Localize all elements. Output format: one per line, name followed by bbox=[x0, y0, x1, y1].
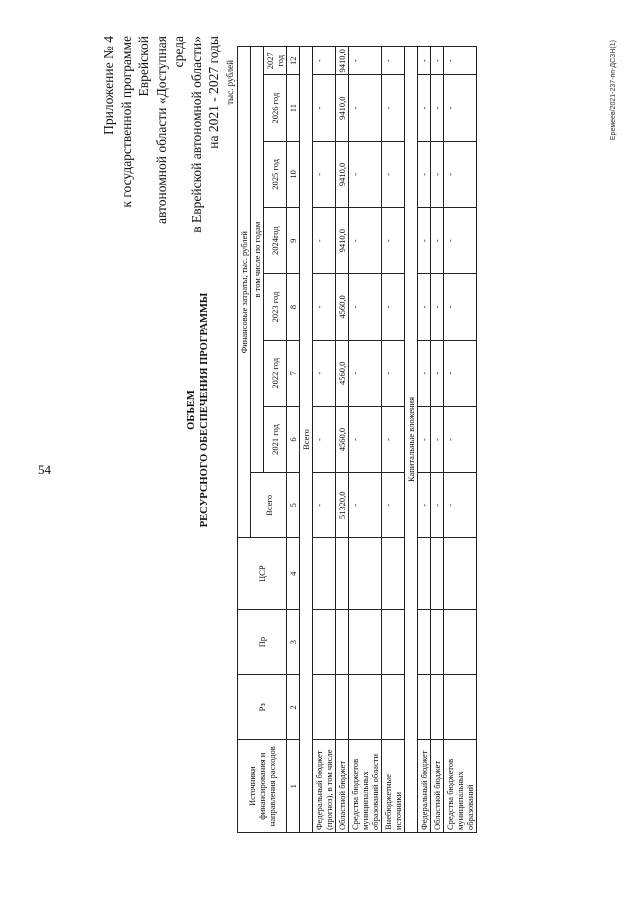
value-cell: - bbox=[431, 75, 444, 141]
row-label: Областной бюджет bbox=[431, 740, 444, 833]
col-number: 1 bbox=[287, 740, 300, 833]
header-year: 2027 год bbox=[264, 47, 287, 75]
col-number: 7 bbox=[287, 340, 300, 406]
appendix-line: автономной области «Доступная среда bbox=[153, 36, 186, 224]
value-cell: 4560,0 bbox=[336, 340, 349, 406]
empty-cell bbox=[431, 538, 444, 610]
empty-cell bbox=[382, 609, 405, 674]
value-cell: - bbox=[313, 75, 336, 141]
value-cell: - bbox=[444, 47, 477, 75]
header-year: 2022 год bbox=[264, 340, 287, 406]
empty-cell bbox=[349, 609, 382, 674]
value-cell: - bbox=[349, 141, 382, 207]
empty-cell bbox=[336, 675, 349, 740]
header-source: Источники финансирования и направления расходов bbox=[238, 740, 287, 833]
value-cell: - bbox=[431, 141, 444, 207]
value-cell: - bbox=[349, 340, 382, 406]
header-year: 2023 год bbox=[264, 274, 287, 340]
header-year: 2024год bbox=[264, 208, 287, 274]
value-cell: 51320,0 bbox=[336, 473, 349, 538]
empty-cell bbox=[382, 538, 405, 610]
appendix-line: в Еврейской автономной области» bbox=[188, 36, 204, 233]
value-cell: - bbox=[349, 75, 382, 141]
empty-cell bbox=[313, 609, 336, 674]
empty-cell bbox=[313, 538, 336, 610]
value-cell: - bbox=[349, 47, 382, 75]
value-cell: - bbox=[313, 340, 336, 406]
col-number: 12 bbox=[287, 47, 300, 75]
value-cell: 9410,0 bbox=[336, 208, 349, 274]
value-cell: - bbox=[418, 141, 431, 207]
value-cell: 9410,0 bbox=[336, 47, 349, 75]
value-cell: - bbox=[349, 208, 382, 274]
col-number: 5 bbox=[287, 473, 300, 538]
section-row bbox=[405, 47, 418, 833]
value-cell: 4560,0 bbox=[336, 274, 349, 340]
value-cell: - bbox=[444, 274, 477, 340]
header-year: 2026 год bbox=[264, 75, 287, 141]
rows-capital bbox=[418, 47, 477, 833]
title-line: РЕСУРСНОГО ОБЕСПЕЧЕНИЯ ПРОГРАММЫ bbox=[199, 292, 210, 528]
value-cell: - bbox=[431, 406, 444, 472]
value-cell: - bbox=[431, 47, 444, 75]
section-total: Всего bbox=[300, 47, 313, 833]
value-cell: - bbox=[431, 274, 444, 340]
empty-cell bbox=[444, 675, 477, 740]
value-cell: - bbox=[418, 473, 431, 538]
value-cell: - bbox=[313, 208, 336, 274]
value-cell: - bbox=[313, 473, 336, 538]
value-cell: - bbox=[349, 473, 382, 538]
value-cell: - bbox=[418, 406, 431, 472]
col-number: 6 bbox=[287, 406, 300, 472]
page-number: 54 bbox=[38, 462, 51, 477]
value-cell: - bbox=[418, 47, 431, 75]
value-cell: - bbox=[382, 274, 405, 340]
value-cell: 9410,0 bbox=[336, 141, 349, 207]
value-cell: - bbox=[444, 473, 477, 538]
value-cell: - bbox=[444, 340, 477, 406]
value-cell: - bbox=[349, 274, 382, 340]
header-csr: ЦСР bbox=[238, 538, 287, 610]
resource-table bbox=[237, 46, 477, 833]
col-number: 3 bbox=[287, 609, 300, 674]
section-capital: Капитальные вложения bbox=[405, 47, 418, 833]
value-cell: - bbox=[382, 141, 405, 207]
header-year: 2021 год bbox=[264, 406, 287, 472]
empty-cell bbox=[382, 675, 405, 740]
header-total: Всего bbox=[251, 473, 287, 538]
appendix-line: Приложение № 4 bbox=[101, 36, 116, 135]
value-cell: - bbox=[418, 274, 431, 340]
header-fin: Финансовые затраты, тыс. рублей bbox=[238, 47, 251, 538]
table-row bbox=[313, 47, 336, 833]
value-cell: - bbox=[431, 473, 444, 538]
empty-cell bbox=[444, 538, 477, 610]
empty-cell bbox=[418, 538, 431, 610]
header-row bbox=[238, 47, 251, 833]
document-code: Еремеев/2021-237-пп-ДСЗН(1) bbox=[610, 40, 617, 141]
document-title bbox=[185, 230, 211, 590]
empty-cell bbox=[444, 609, 477, 674]
appendix-header bbox=[100, 36, 223, 236]
resource-table-wrapper bbox=[237, 46, 477, 833]
table-row bbox=[349, 47, 382, 833]
value-cell: - bbox=[313, 274, 336, 340]
appendix-line: к государственной программе Еврейской bbox=[118, 36, 151, 208]
header-rz: Рз bbox=[238, 675, 287, 740]
table-row bbox=[336, 47, 349, 833]
value-cell: - bbox=[313, 141, 336, 207]
value-cell: - bbox=[431, 208, 444, 274]
value-cell: - bbox=[444, 208, 477, 274]
empty-cell bbox=[349, 538, 382, 610]
rows-total bbox=[313, 47, 405, 833]
value-cell: - bbox=[313, 406, 336, 472]
value-cell: - bbox=[444, 406, 477, 472]
header-by-year: в том числе по годам bbox=[251, 47, 264, 473]
col-number: 2 bbox=[287, 675, 300, 740]
row-label: Федеральный бюджет (прогноз), в том числе bbox=[313, 740, 336, 833]
title-line: ОБЪЕМ bbox=[186, 390, 197, 430]
value-cell: - bbox=[382, 406, 405, 472]
empty-cell bbox=[336, 609, 349, 674]
unit-label: тыс. рублей bbox=[225, 60, 235, 105]
appendix-line: на 2021 - 2027 годы bbox=[206, 36, 221, 149]
row-label: Федеральный бюджет bbox=[418, 740, 431, 833]
column-number-row bbox=[287, 47, 300, 833]
empty-cell bbox=[349, 675, 382, 740]
value-cell: - bbox=[382, 75, 405, 141]
value-cell: - bbox=[444, 75, 477, 141]
value-cell: - bbox=[444, 141, 477, 207]
col-number: 8 bbox=[287, 274, 300, 340]
row-label: Средства бюджетов муниципальных образований области bbox=[349, 740, 382, 833]
value-cell: - bbox=[418, 208, 431, 274]
empty-cell bbox=[336, 538, 349, 610]
value-cell: - bbox=[418, 75, 431, 141]
row-label: Областной бюджет bbox=[336, 740, 349, 833]
table-row bbox=[418, 47, 431, 833]
row-label: Внебюджетные источники bbox=[382, 740, 405, 833]
empty-cell bbox=[313, 675, 336, 740]
col-number: 11 bbox=[287, 75, 300, 141]
empty-cell bbox=[431, 675, 444, 740]
header-year: 2025 год bbox=[264, 141, 287, 207]
empty-cell bbox=[418, 675, 431, 740]
row-label: Средства бюджетов муниципальных образований bbox=[444, 740, 477, 833]
table-row bbox=[431, 47, 444, 833]
col-number: 4 bbox=[287, 538, 300, 610]
value-cell: - bbox=[382, 208, 405, 274]
value-cell: - bbox=[418, 340, 431, 406]
value-cell: - bbox=[349, 406, 382, 472]
col-number: 10 bbox=[287, 141, 300, 207]
value-cell: 4560,0 bbox=[336, 406, 349, 472]
value-cell: - bbox=[431, 340, 444, 406]
empty-cell bbox=[418, 609, 431, 674]
header-pr: Пр bbox=[238, 609, 287, 674]
empty-cell bbox=[431, 609, 444, 674]
value-cell: 9410,0 bbox=[336, 75, 349, 141]
value-cell: - bbox=[382, 340, 405, 406]
col-number: 9 bbox=[287, 208, 300, 274]
table-row bbox=[382, 47, 405, 833]
value-cell: - bbox=[382, 47, 405, 75]
section-row bbox=[300, 47, 313, 833]
value-cell: - bbox=[382, 473, 405, 538]
value-cell: - bbox=[313, 47, 336, 75]
table-row bbox=[444, 47, 477, 833]
